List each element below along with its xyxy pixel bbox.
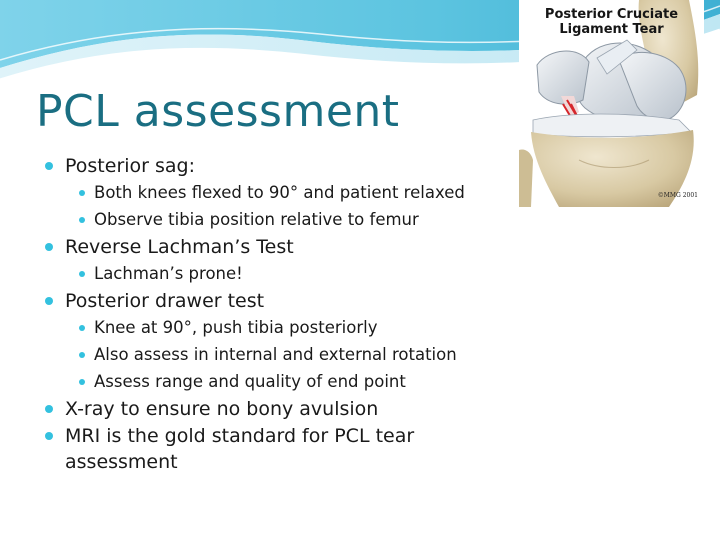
bullet-item [44,153,564,179]
bullet-item [44,423,485,475]
illustration-caption: Posterior Cruciate Ligament Tear [544,7,679,37]
sub-bullet-item [65,314,564,341]
sub-bullet-text: Assess range and quality of end point [94,372,406,391]
bullet-text: Posterior drawer test [65,290,265,312]
bullet-item [44,288,564,314]
sub-bullet-item [65,206,564,233]
bullet-text: Reverse Lachman’s Test [65,236,294,258]
bullet-item [44,234,564,260]
bullet-list [44,153,564,475]
sub-bullet-item [65,179,564,206]
sub-bullet-text: Lachman’s prone! [94,264,243,283]
sub-bullet-text: Both knees flexed to 90° and patient relaxed [94,183,465,202]
bullet-text: X-ray to ensure no bony avulsion [65,398,379,420]
slide-title: PCL assessment [36,86,400,137]
sub-bullet-item [65,341,564,368]
pcl-tear-illustration [519,0,704,207]
sub-bullet-text: Also assess in internal and external rotation [94,345,457,364]
sub-bullet-text: Knee at 90°, push tibia posteriorly [94,318,378,337]
bullet-text: Posterior sag: [65,155,196,177]
sub-bullet-text: Observe tibia position relative to femur [94,210,419,229]
bullet-text: MRI is the gold standard for PCL tear assessment [65,425,415,473]
sub-bullet-item [65,260,564,287]
illustration-copyright: ©MMG 2001 [657,192,698,199]
sub-bullet-item [65,368,564,395]
bullet-item [44,396,564,422]
